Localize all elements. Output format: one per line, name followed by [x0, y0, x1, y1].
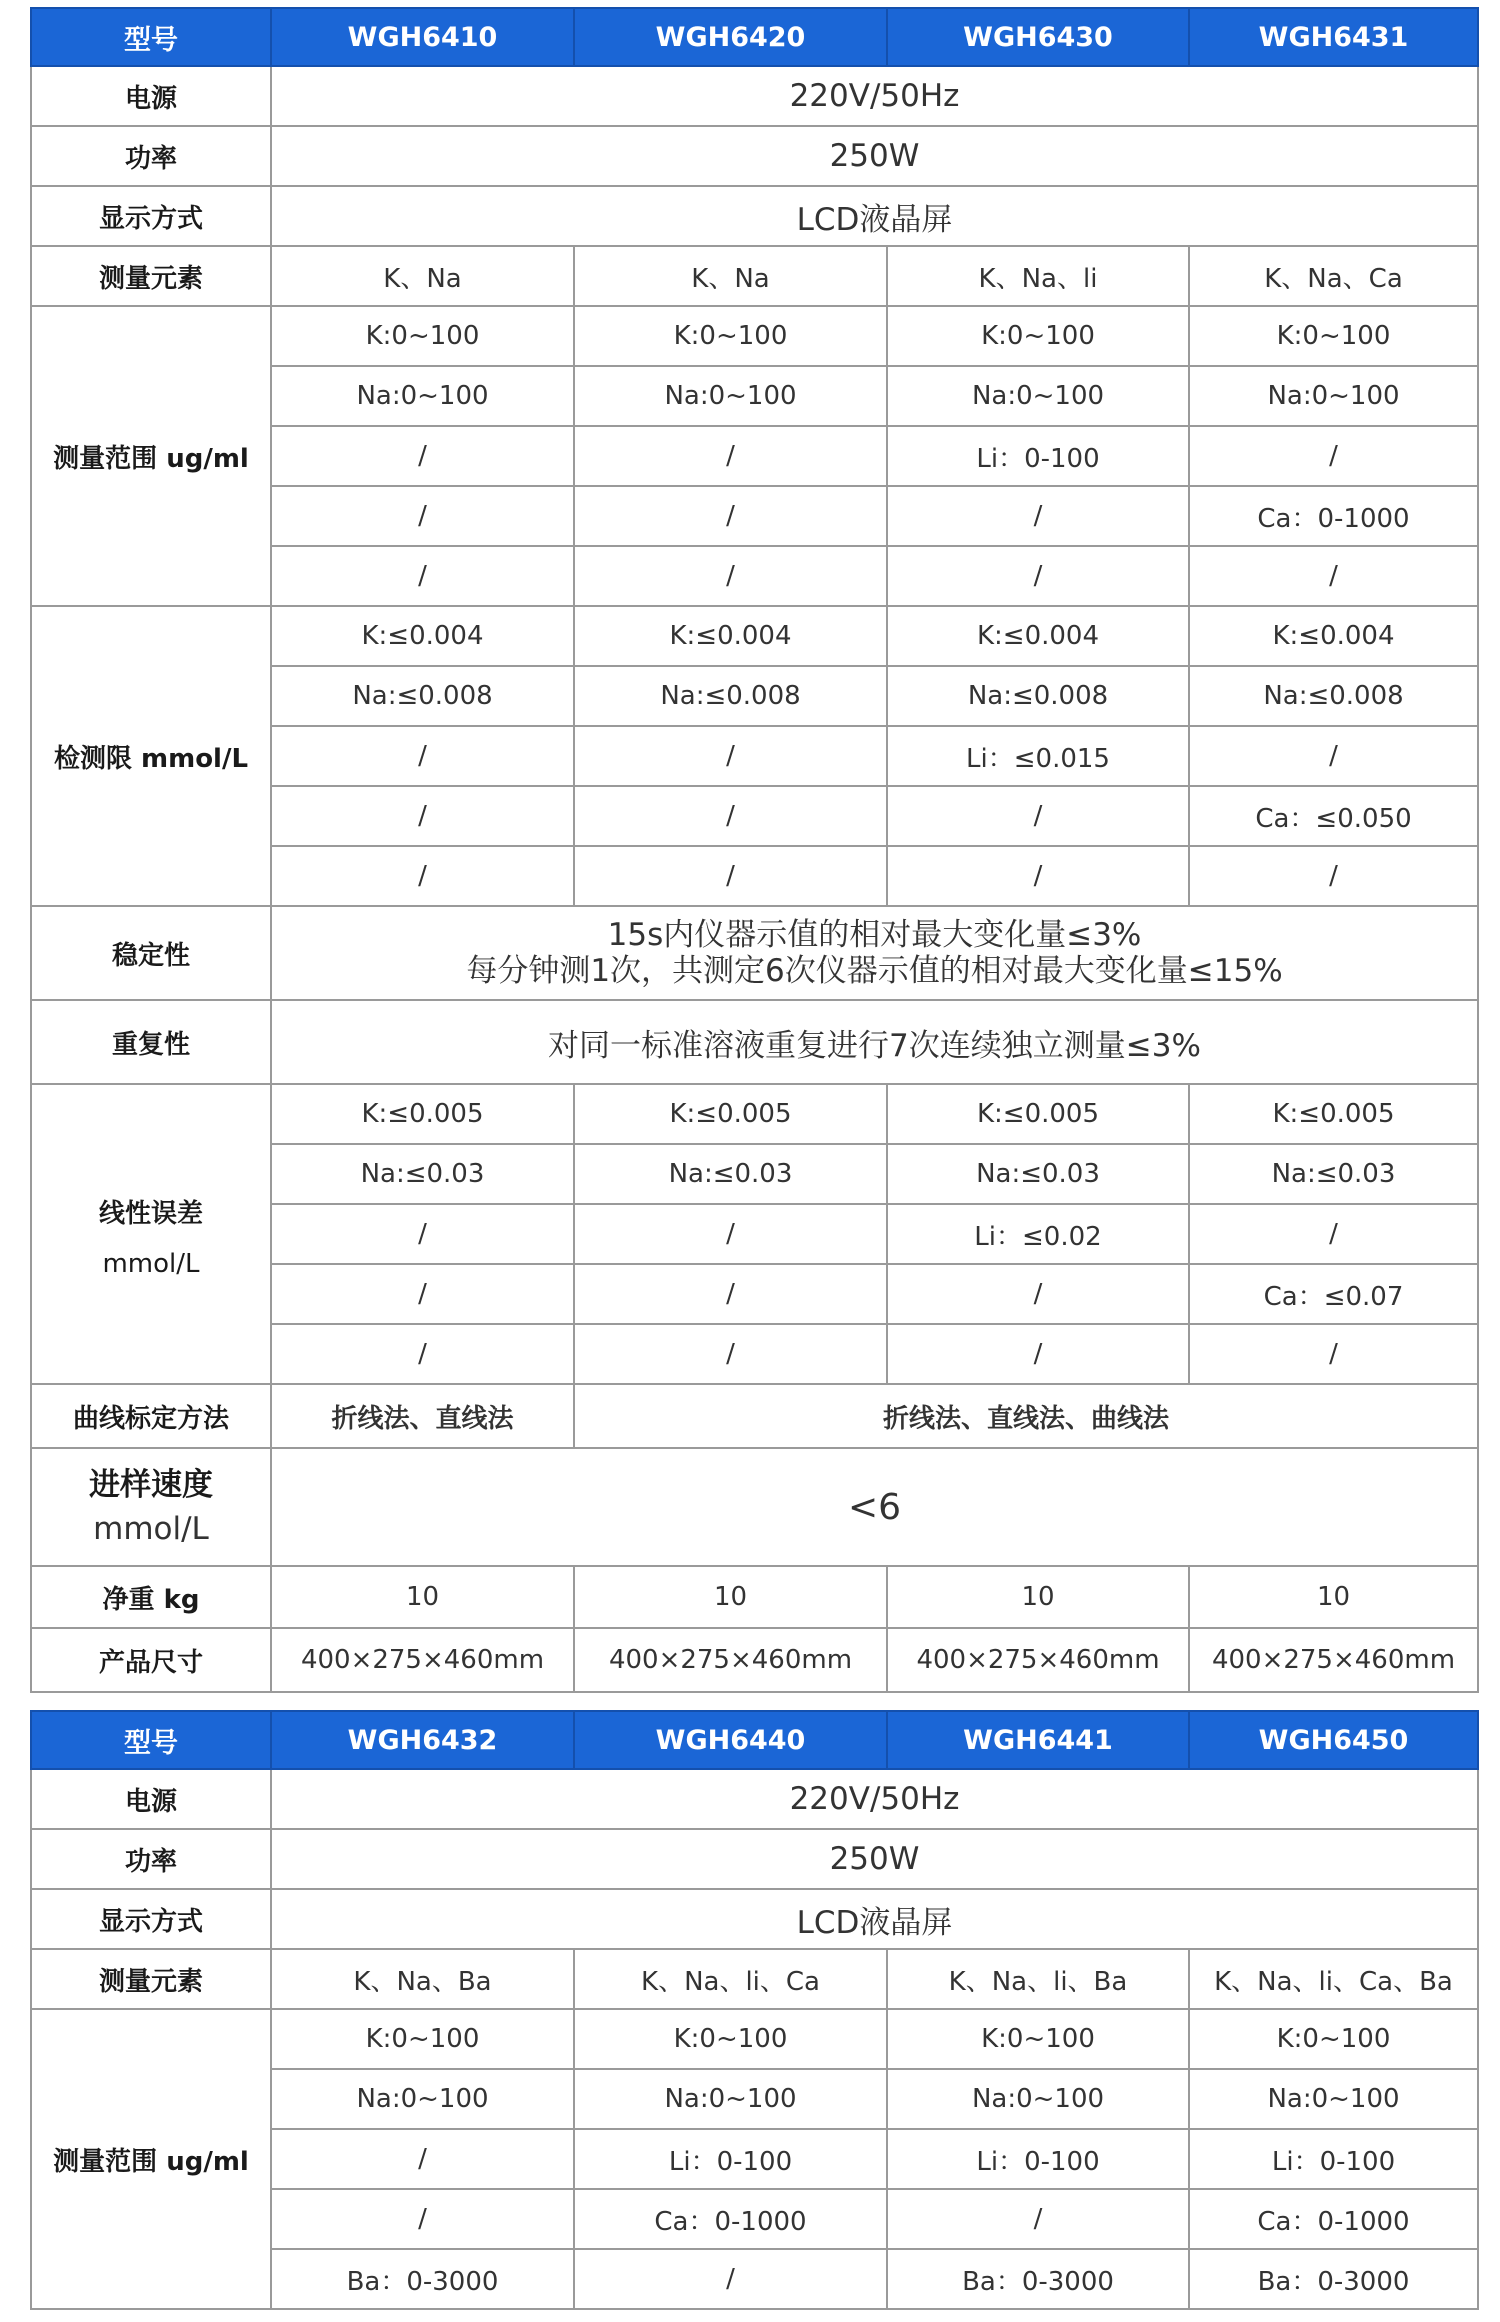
weight-cell: 10 — [574, 1566, 887, 1628]
range-label: 测量范围 ug/ml — [31, 306, 271, 606]
elements-cell: K、Na、Ca — [1189, 246, 1478, 306]
wattage-row — [31, 1829, 1478, 1889]
limit-cell: Na:≤0.008 — [574, 666, 887, 726]
speed-row — [31, 1448, 1478, 1566]
elements-cell: K、Na、li、Ca、Ba — [1189, 1949, 1478, 2009]
range-cell: / — [271, 426, 574, 486]
header-model-4: WGH6450 — [1189, 1711, 1478, 1769]
weight-cell: 10 — [887, 1566, 1189, 1628]
limit-cell: K:≤0.004 — [271, 606, 574, 666]
elements-cell: K、Na、li — [887, 246, 1189, 306]
range-cell: Li：0-100 — [1189, 2129, 1478, 2189]
curve-label: 曲线标定方法 — [31, 1384, 271, 1448]
power-row — [31, 66, 1478, 126]
display-row — [31, 186, 1478, 246]
linear-cell: / — [271, 1204, 574, 1264]
linear-cell: Na:≤0.03 — [1189, 1144, 1478, 1204]
curve-value-first: 折线法、直线法 — [271, 1384, 574, 1448]
size-row — [31, 1628, 1478, 1692]
header-model-4: WGH6431 — [1189, 8, 1478, 66]
power-label: 电源 — [31, 1769, 271, 1829]
range-cell: Ba：0-3000 — [1189, 2249, 1478, 2309]
linear-cell: K:≤0.005 — [574, 1084, 887, 1144]
limit-cell: / — [887, 786, 1189, 846]
limit-cell: K:≤0.004 — [887, 606, 1189, 666]
linear-cell: / — [271, 1324, 574, 1384]
range-cell: Li：0-100 — [887, 426, 1189, 486]
wattage-label: 功率 — [31, 1829, 271, 1889]
range-cell: Ca：0-1000 — [1189, 2189, 1478, 2249]
wattage-value: 250W — [271, 1829, 1478, 1889]
range-cell: / — [574, 486, 887, 546]
range-cell: / — [887, 2189, 1189, 2249]
power-row — [31, 1769, 1478, 1829]
range-row — [31, 306, 1478, 366]
linear-cell: / — [574, 1204, 887, 1264]
limit-cell: / — [271, 726, 574, 786]
range-cell: / — [271, 2129, 574, 2189]
linear-cell: Na:≤0.03 — [271, 1144, 574, 1204]
elements-row — [31, 1949, 1478, 2009]
limit-cell: / — [271, 846, 574, 906]
range-cell: Na:0~100 — [1189, 366, 1478, 426]
linear-row — [31, 1084, 1478, 1144]
limit-cell: Ca：≤0.050 — [1189, 786, 1478, 846]
speed-label-line-1: 进样速度 — [89, 1467, 213, 1503]
weight-row — [31, 1566, 1478, 1628]
range-cell: K:0~100 — [574, 2009, 887, 2069]
range-cell: K:0~100 — [887, 306, 1189, 366]
limit-cell: K:≤0.004 — [574, 606, 887, 666]
size-cell: 400×275×460mm — [271, 1628, 574, 1692]
limit-cell: / — [1189, 846, 1478, 906]
range-cell: Ca：0-1000 — [1189, 486, 1478, 546]
header-model-3: WGH6441 — [887, 1711, 1189, 1769]
elements-cell: K、Na、Ba — [271, 1949, 574, 2009]
limit-cell: / — [887, 846, 1189, 906]
display-label: 显示方式 — [31, 186, 271, 246]
range-cell: Na:0~100 — [271, 2069, 574, 2129]
linear-cell: Na:≤0.03 — [574, 1144, 887, 1204]
speed-label-line-2: mmol/L — [93, 1511, 209, 1547]
range-cell: Li：0-100 — [574, 2129, 887, 2189]
elements-label: 测量元素 — [31, 246, 271, 306]
limit-cell: Na:≤0.008 — [271, 666, 574, 726]
display-row — [31, 1889, 1478, 1949]
limit-cell: Na:≤0.008 — [1189, 666, 1478, 726]
linear-cell: Ca：≤0.07 — [1189, 1264, 1478, 1324]
range-cell: Ba：0-3000 — [271, 2249, 574, 2309]
linear-cell: K:≤0.005 — [1189, 1084, 1478, 1144]
limit-cell: Na:≤0.008 — [887, 666, 1189, 726]
range-cell: Na:0~100 — [887, 2069, 1189, 2129]
elements-cell: K、Na、li、Ba — [887, 1949, 1189, 2009]
elements-cell: K、Na — [271, 246, 574, 306]
header-model-2: WGH6420 — [574, 8, 887, 66]
range-cell: / — [574, 546, 887, 606]
range-cell: / — [887, 546, 1189, 606]
range-row — [31, 2009, 1478, 2069]
limit-cell: K:≤0.004 — [1189, 606, 1478, 666]
limit-cell: / — [574, 726, 887, 786]
spec-table-1 — [30, 7, 1479, 1693]
range-cell: K:0~100 — [271, 2009, 574, 2069]
range-label: 测量范围 ug/ml — [31, 2009, 271, 2309]
header-model-label: 型号 — [31, 8, 271, 66]
linear-cell: / — [574, 1264, 887, 1324]
limit-cell: / — [1189, 726, 1478, 786]
range-cell: K:0~100 — [1189, 306, 1478, 366]
limit-label: 检测限 mmol/L — [31, 606, 271, 906]
range-cell: K:0~100 — [887, 2009, 1189, 2069]
display-label: 显示方式 — [31, 1889, 271, 1949]
stability-value — [271, 906, 1478, 1000]
range-cell: Na:0~100 — [271, 366, 574, 426]
stability-line-1: 15s内仪器示值的相对最大变化量≤3% — [607, 917, 1142, 953]
range-cell: / — [574, 426, 887, 486]
wattage-row — [31, 126, 1478, 186]
range-cell: K:0~100 — [1189, 2009, 1478, 2069]
wattage-value: 250W — [271, 126, 1478, 186]
stability-line-2: 每分钟测1次，共测定6次仪器示值的相对最大变化量≤15% — [466, 953, 1283, 989]
elements-row — [31, 246, 1478, 306]
power-label: 电源 — [31, 66, 271, 126]
range-cell: K:0~100 — [271, 306, 574, 366]
size-cell: 400×275×460mm — [574, 1628, 887, 1692]
range-cell: / — [887, 486, 1189, 546]
elements-cell: K、Na — [574, 246, 887, 306]
header-model-3: WGH6430 — [887, 8, 1189, 66]
range-cell: Ba：0-3000 — [887, 2249, 1189, 2309]
wattage-label: 功率 — [31, 126, 271, 186]
display-value: LCD液晶屏 — [271, 186, 1478, 246]
range-cell: K:0~100 — [574, 306, 887, 366]
linear-label — [31, 1084, 271, 1384]
limit-cell: / — [574, 786, 887, 846]
curve-value-rest: 折线法、直线法、曲线法 — [574, 1384, 1478, 1448]
header-model-1: WGH6410 — [271, 8, 574, 66]
linear-cell: / — [887, 1264, 1189, 1324]
repeat-label: 重复性 — [31, 1000, 271, 1084]
power-value: 220V/50Hz — [271, 1769, 1478, 1829]
speed-value: <6 — [271, 1448, 1478, 1566]
elements-cell: K、Na、li、Ca — [574, 1949, 887, 2009]
range-cell: / — [1189, 546, 1478, 606]
range-cell: Na:0~100 — [574, 366, 887, 426]
linear-cell: / — [1189, 1204, 1478, 1264]
range-cell: / — [574, 2249, 887, 2309]
size-cell: 400×275×460mm — [887, 1628, 1189, 1692]
size-cell: 400×275×460mm — [1189, 1628, 1478, 1692]
linear-cell: / — [271, 1264, 574, 1324]
header-model-2: WGH6440 — [574, 1711, 887, 1769]
limit-cell: / — [271, 786, 574, 846]
weight-label: 净重 kg — [31, 1566, 271, 1628]
linear-cell: / — [887, 1324, 1189, 1384]
range-cell: / — [271, 486, 574, 546]
speed-label — [31, 1448, 271, 1566]
range-cell: Na:0~100 — [1189, 2069, 1478, 2129]
limit-cell: Li：≤0.015 — [887, 726, 1189, 786]
linear-cell: Li：≤0.02 — [887, 1204, 1189, 1264]
display-value: LCD液晶屏 — [271, 1889, 1478, 1949]
stability-row — [31, 906, 1478, 1000]
linear-cell: K:≤0.005 — [271, 1084, 574, 1144]
header-row — [31, 1711, 1478, 1769]
repeat-value: 对同一标准溶液重复进行7次连续独立测量≤3% — [271, 1000, 1478, 1084]
linear-cell: Na:≤0.03 — [887, 1144, 1189, 1204]
weight-cell: 10 — [1189, 1566, 1478, 1628]
elements-label: 测量元素 — [31, 1949, 271, 2009]
curve-row — [31, 1384, 1478, 1448]
limit-cell: / — [574, 846, 887, 906]
size-label: 产品尺寸 — [31, 1628, 271, 1692]
linear-label-line-1: 线性误差 — [98, 1199, 203, 1229]
range-cell: Na:0~100 — [574, 2069, 887, 2129]
range-cell: / — [271, 546, 574, 606]
weight-cell: 10 — [271, 1566, 574, 1628]
linear-cell: K:≤0.005 — [887, 1084, 1189, 1144]
linear-cell: / — [574, 1324, 887, 1384]
header-model-label: 型号 — [31, 1711, 271, 1769]
range-cell: / — [271, 2189, 574, 2249]
spec-table-2 — [30, 1710, 1479, 2310]
header-model-1: WGH6432 — [271, 1711, 574, 1769]
power-value: 220V/50Hz — [271, 66, 1478, 126]
range-cell: / — [1189, 426, 1478, 486]
linear-label-line-2: mmol/L — [102, 1249, 200, 1279]
range-cell: Li：0-100 — [887, 2129, 1189, 2189]
linear-cell: / — [1189, 1324, 1478, 1384]
range-cell: Na:0~100 — [887, 366, 1189, 426]
limit-row — [31, 606, 1478, 666]
range-cell: Ca：0-1000 — [574, 2189, 887, 2249]
header-row — [31, 8, 1478, 66]
stability-label: 稳定性 — [31, 906, 271, 1000]
repeat-row — [31, 1000, 1478, 1084]
